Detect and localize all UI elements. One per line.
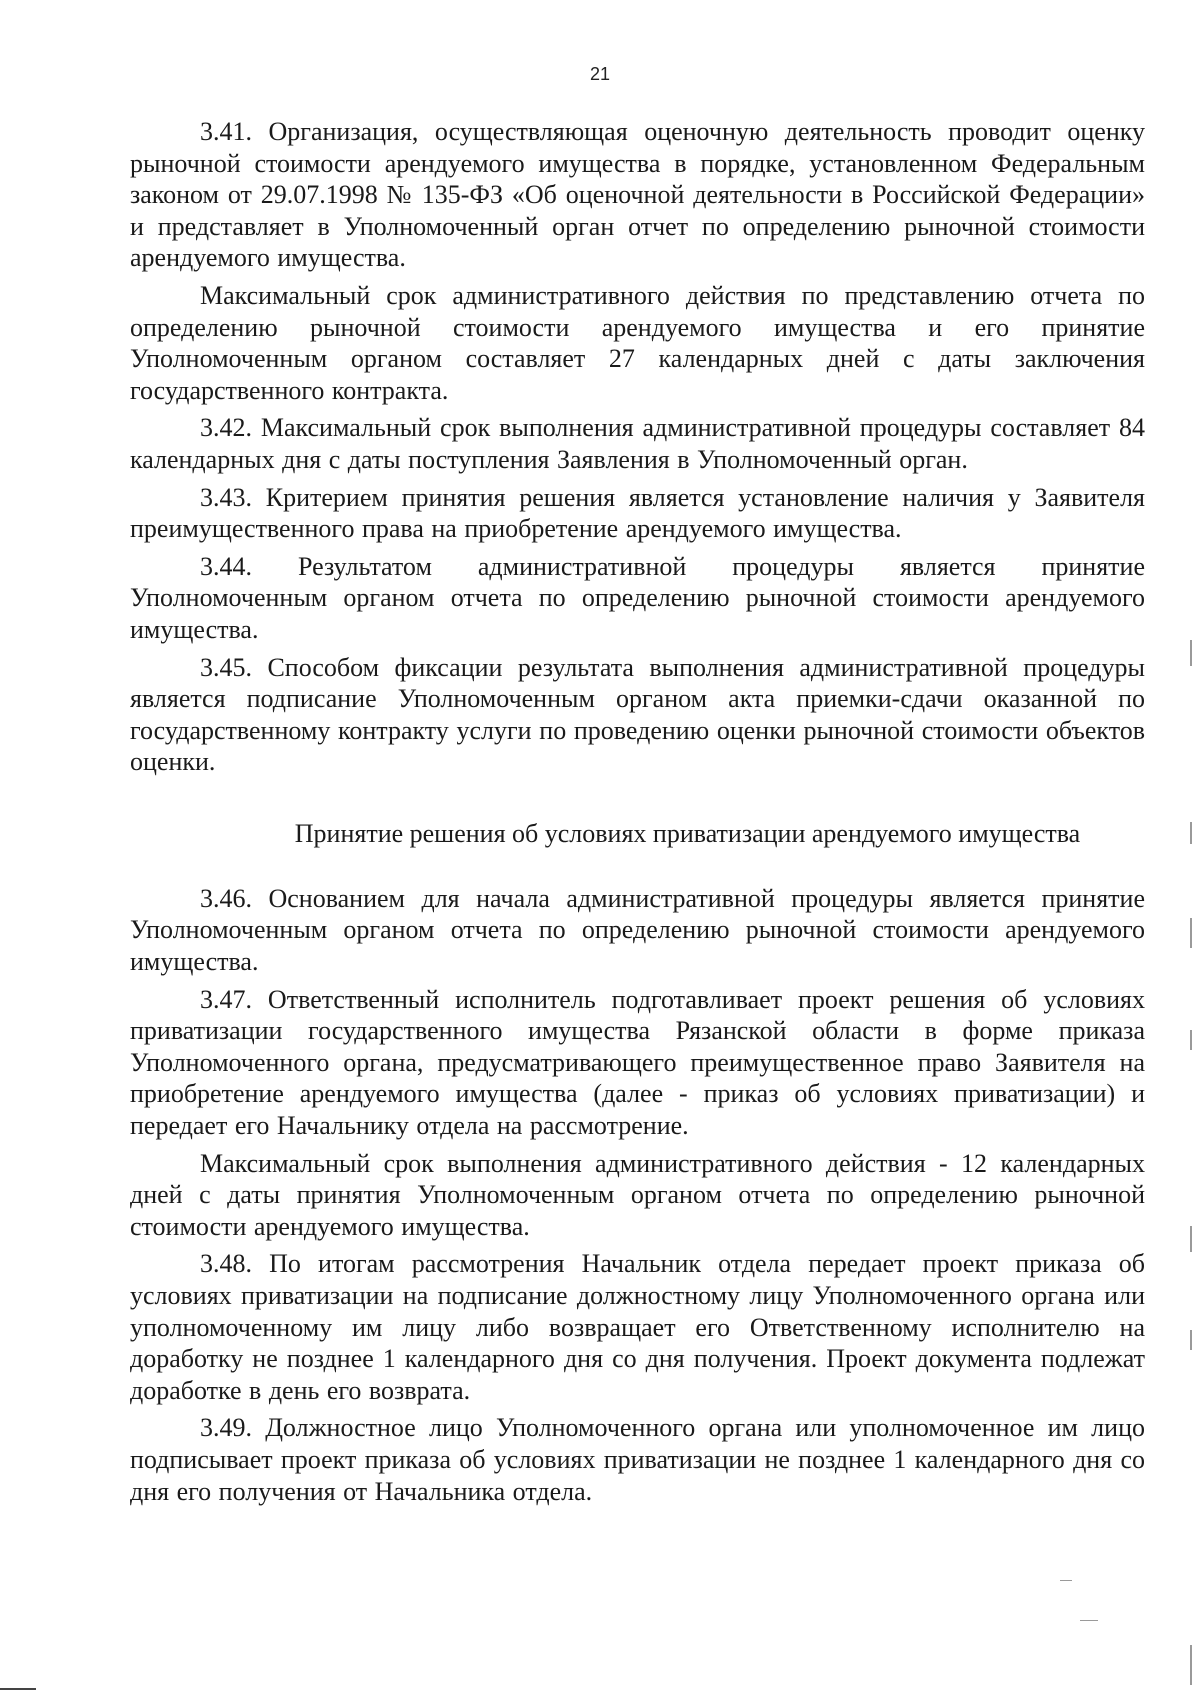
scan-artifact-mark: [1190, 1645, 1192, 1685]
paragraph-3-41-deadline: Максимальный срок административного действия по представлению отчета по определению рыночной стоимости арендуемого имущества и его принятие Уполномоченным органом составляет 27 календарных дней с даты заключения государственного контракта.: [130, 280, 1145, 405]
document-body: [130, 116, 1145, 1507]
scan-artifact-mark: [1060, 1580, 1072, 1581]
paragraph-3-42: 3.42. Максимальный срок выполнения административной процедуры составляет 84 календарных дня с даты поступления Заявления в Уполномоченный орган.: [130, 413, 1145, 474]
bottom-left-rule: [0, 1688, 36, 1690]
scan-artifact-mark: [1190, 1330, 1192, 1350]
paragraph-3-45: 3.45. Способом фиксации результата выполнения административной процедуры является подписание Уполномоченным органом акта приемки-сдачи оказанной по государственному контракту услуги по проведению оценки рыночной стоимости объектов оценки.: [130, 652, 1145, 777]
paragraph-3-43: 3.43. Критерием принятия решения является установление наличия у Заявителя преимущественного права на приобретение арендуемого имущества.: [130, 482, 1145, 544]
page-number: 21: [589, 64, 611, 84]
paragraph-3-46: 3.46. Основанием для начала административной процедуры является принятие Уполномоченным органом отчета по определению рыночной стоимости арендуемого имущества.: [130, 883, 1145, 977]
paragraph-3-41: 3.41. Организация, осуществляющая оценочную деятельность проводит оценку рыночной стоимости арендуемого имущества в порядке, установленном Федеральным законом от 29.07.1998 № 135-ФЗ «Об оценочной деятельности в Российской Федерации» и представляет в Уполномоченный орган отчет по определению рыночной стоимости арендуемого имущества.: [130, 117, 1145, 273]
scan-artifact-mark: [1190, 640, 1192, 666]
scan-artifact-mark: [1080, 1620, 1098, 1621]
paragraph-3-47-deadline: Максимальный срок выполнения административного действия - 12 календарных дней с даты принятия Уполномоченным органом отчета по определению рыночной стоимости арендуемого имущества.: [130, 1148, 1145, 1241]
section-heading: Принятие решения об условиях приватизации арендуемого имущества: [294, 818, 1081, 848]
scan-artifact-mark: [1190, 1226, 1192, 1252]
scan-artifact-mark: [1190, 1030, 1192, 1050]
paragraph-3-48: 3.48. По итогам рассмотрения Начальник отдела передает проект приказа об условиях приватизации на подписание должностному лицу Уполномоченного органа или уполномоченному им лицу либо возвращает его Ответственному исполнителю на доработку не позднее 1 календарного дня со дня получения. Проект документа подлежат доработке в день его возврата.: [130, 1249, 1145, 1405]
paragraph-3-47: 3.47. Ответственный исполнитель подготавливает проект решения об условиях приватизации государственного имущества Рязанской области в форме приказа Уполномоченного органа, предусматривающего преимущественное право Заявителя на приобретение арендуемого имущества (далее - приказ об условиях приватизации) и передает его Начальнику отдела на рассмотрение.: [130, 984, 1145, 1141]
scan-artifact-mark: [1190, 918, 1192, 948]
paragraph-3-49: 3.49. Должностное лицо Уполномоченного органа или уполномоченное им лицо подписывает проект приказа об условиях приватизации не позднее 1 календарного дня со дня его получения от Начальника отдела.: [130, 1413, 1145, 1506]
paragraph-3-44: 3.44. Результатом административной процедуры является принятие Уполномоченным органом отчета по определению рыночной стоимости арендуемого имущества.: [130, 551, 1145, 644]
scan-artifact-mark: [1190, 822, 1192, 844]
